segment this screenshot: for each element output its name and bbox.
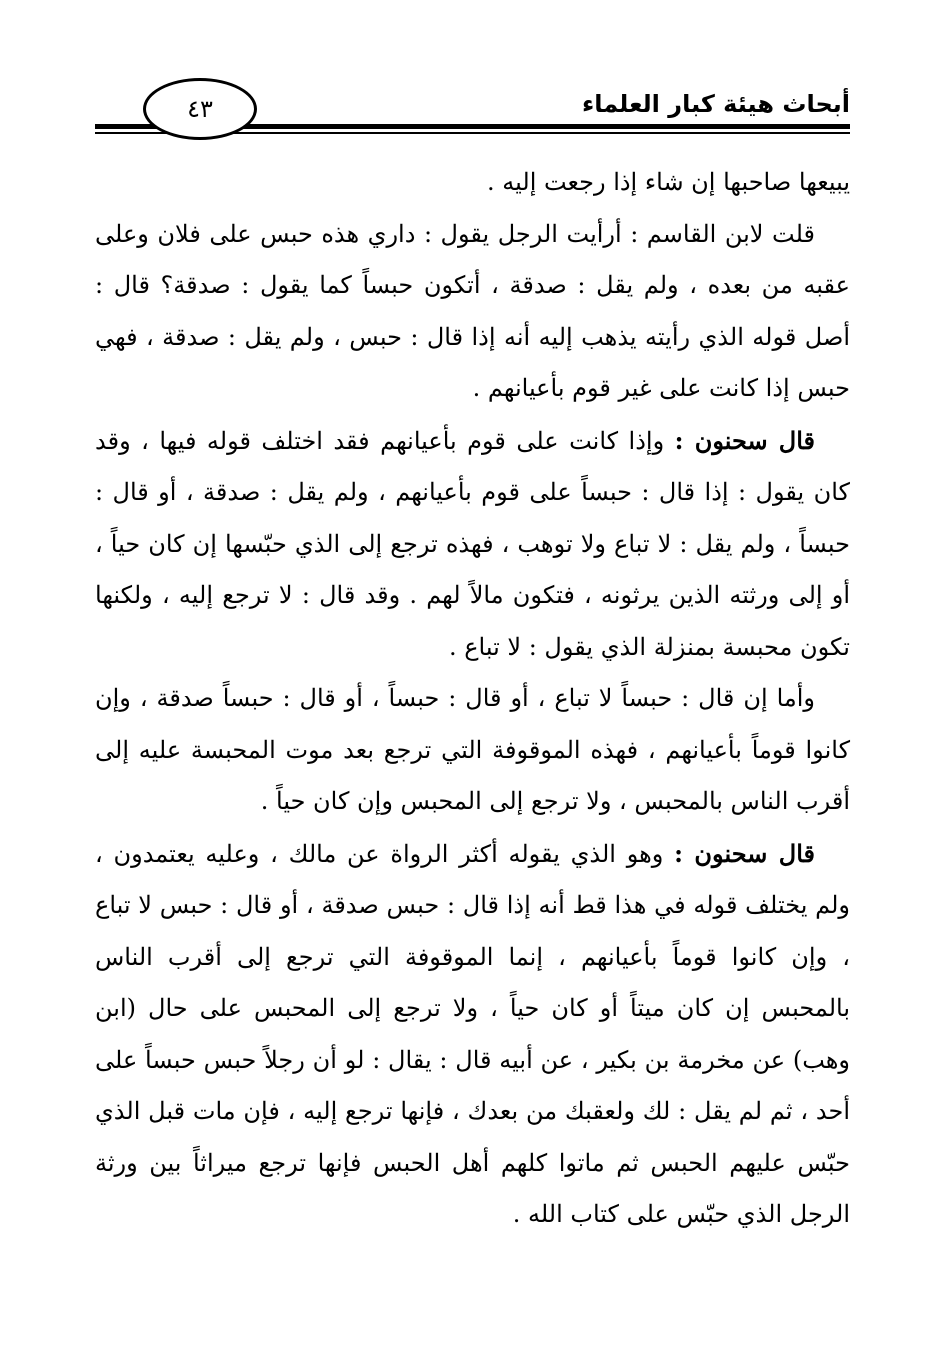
paragraph-text: قلت لابن القاسم : أرأيت الرجل يقول : داري هذه حبس على فلان وعلى عقبه من بعده ، ولم يقل : صدقة ، أتكون حبساً كما يقول : صدقة؟ قال : أصل قوله الذي رأيته يذهب إليه أنه إذا قال : حبس ، ولم يقل : صدقة ، فهي حبس إذا كانت على غير قوم بأعيانهم . bbox=[95, 219, 850, 402]
paragraph-continuation bbox=[95, 157, 850, 209]
page-number: ٤٣ bbox=[187, 95, 213, 123]
speaker-label: قال سحنون : bbox=[674, 838, 815, 868]
running-title: أبحاث هيئة كبار العلماء bbox=[581, 90, 850, 118]
body-text bbox=[95, 157, 850, 1241]
page-number-oval bbox=[143, 78, 257, 140]
paragraph-habs-types bbox=[95, 673, 850, 828]
speaker-label: قال سحنون : bbox=[674, 425, 815, 455]
paragraph-text: وهو الذي يقوله أكثر الرواة عن مالك ، وعليه يعتمدون ، ولم يختلف قوله في هذا قط أنه إذا قال : حبس صدقة ، أو قال : حبس لا تباع ، وإن كانوا قوماً بأعيانهم ، إنما الموقوفة التي ترجع إلى أقرب الناس بالمحبس إن كان ميتاً أو كان حياً ، ولا ترجع إلى المحبس على حال (ابن وهب) عن مخرمة بن بكير ، عن أبيه قال : يقال : لو أن رجلاً حبس حبساً على أحد ، ثم لم يقل : لك ولعقبك من بعدك ، فإنها ترجع إليه ، فإن مات قبل الذي حبّس عليهم الحبس ثم ماتوا كلهم أهل الحبس فإنها ترجع ميراثاً بين ورثة الرجل الذي حبّس على كتاب الله . bbox=[95, 839, 851, 1228]
paragraph-text: وأما إن قال : حبساً لا تباع ، أو قال : حبساً ، أو قال : حبساً صدقة ، وإن كانوا قوماً بأعيانهم ، فهذه الموقوفة التي ترجع بعد موت المحبسة عليه إلى أقرب الناس بالمحبس ، ولا ترجع إلى المحبس وإن كان حياً . bbox=[95, 684, 850, 815]
paragraph-sahnun-2 bbox=[95, 828, 850, 1241]
page-header bbox=[95, 70, 850, 150]
paragraph-ibn-alqasim bbox=[95, 209, 850, 415]
paragraph-text: وإذا كانت على قوم بأعيانهم فقد اختلف قوله فيها ، وقد كان يقول : إذا قال : حبساً على قوم بأعيانهم ، ولم يقل : صدقة ، أو قال : حبساً ، ولم يقل : لا تباع ولا توهب ، فهذه ترجع إلى الذي حبّسها إن كان حياً ، أو إلى ورثته الذين يرثونه ، فتكون مالاً لهم . وقد قال : لا ترجع إليه ، ولكنها تكون محبسة بمنزلة الذي يقول : لا تباع . bbox=[95, 426, 850, 661]
paragraph-sahnun-1 bbox=[95, 415, 850, 674]
paragraph-text: يبيعها صاحبها إن شاء إذا رجعت إليه . bbox=[487, 168, 850, 196]
